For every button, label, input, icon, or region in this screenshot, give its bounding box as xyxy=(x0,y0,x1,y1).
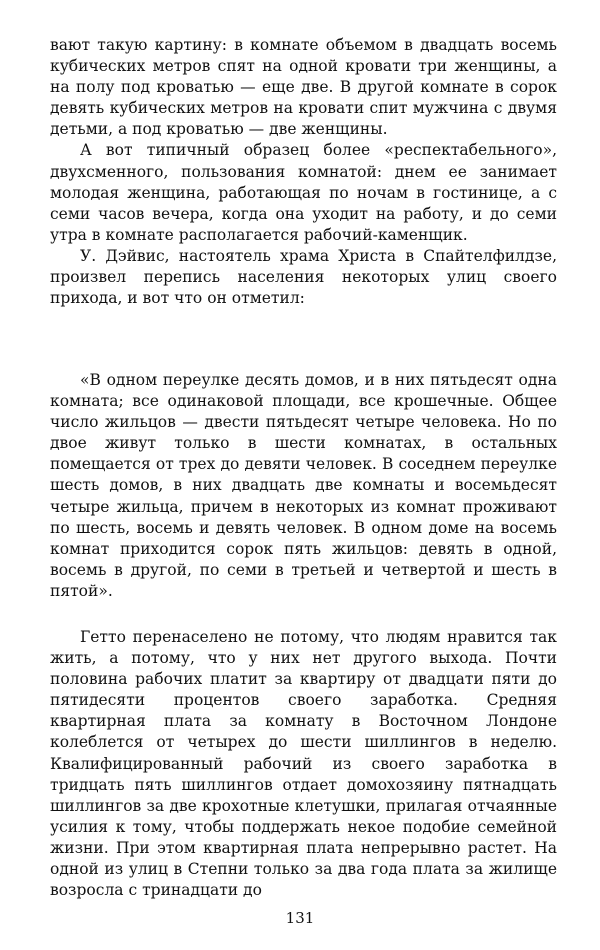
census-quote: «В одном переулке десять домов, и в них пятьдесят одна комната; все одинаковой площади, все крошечные. Общее число жильцов — двести пятьдесят четыре человека. Но по двое живут только в шести комнатах, в остальных помещается от трех до девяти человек. В соседнем переулке шесть домов, в них двадцать две комнаты и восемьдесят четыре жильца, причем в некоторых из комнат проживают по шесть, восемь и девять человек. В одном доме на восемь комнат приходится сорок пять жильцов: девять в одной, восемь в другой, по семи в третьей и четвертой и шесть в пятой». xyxy=(50,371,557,600)
paragraph-ghetto: Гетто перенаселено не потому, что людям нравится так жить, а потому, что у них нет другого выхода. Почти половина рабочих платит за квартиру от двадцати пяти до пятидесяти процентов своего заработка. Средняя квартирная плата за комнату в Восточном Лондоне колеблется от четырех до шести шиллингов в неделю. Квалифицированный рабочий из своего заработка в тридцать пять шиллингов отдает домохозяину пятнадцать шиллингов за две крохотные клетушки, прилагая отчаянные усилия к тому, чтобы поддержать некое подобие семейной жизни. При этом квартирная плата непрерывно растет. На одной из улиц в Степни только за два года плата за жилище возросла с тринадцати до xyxy=(50,628,557,900)
paragraph-room-shift: А вот типичный образец более «респектабельного», двухсменного, пользования комнатой: днем ее занимает молодая женщина, работающая по ночам в гостинице, а с семи часов вечера, когда она уходит на работу, и до семи утра в комнате располагается рабочий-каменщик. xyxy=(50,141,557,244)
page-number: 131 xyxy=(285,909,315,927)
bottom-text-block xyxy=(50,627,557,901)
paragraph-continuation: вают такую картину: в комнате объемом в двадцать восемь кубических метров спят на одной кровати три женщины, а на полу под кроватью — еще две. В другой комнате в сорок девять кубических метров на кровати спит мужчина с двумя детьми, а под кроватью — две женщины. xyxy=(50,36,557,139)
paragraph-davis-census: У. Дэйвис, настоятель храма Христа в Спайтелфилдзе, произвел перепись населения некоторых улиц своего прихода, и вот что он отметил: xyxy=(50,246,557,308)
top-text-block xyxy=(50,35,557,309)
quote-block xyxy=(50,370,557,602)
